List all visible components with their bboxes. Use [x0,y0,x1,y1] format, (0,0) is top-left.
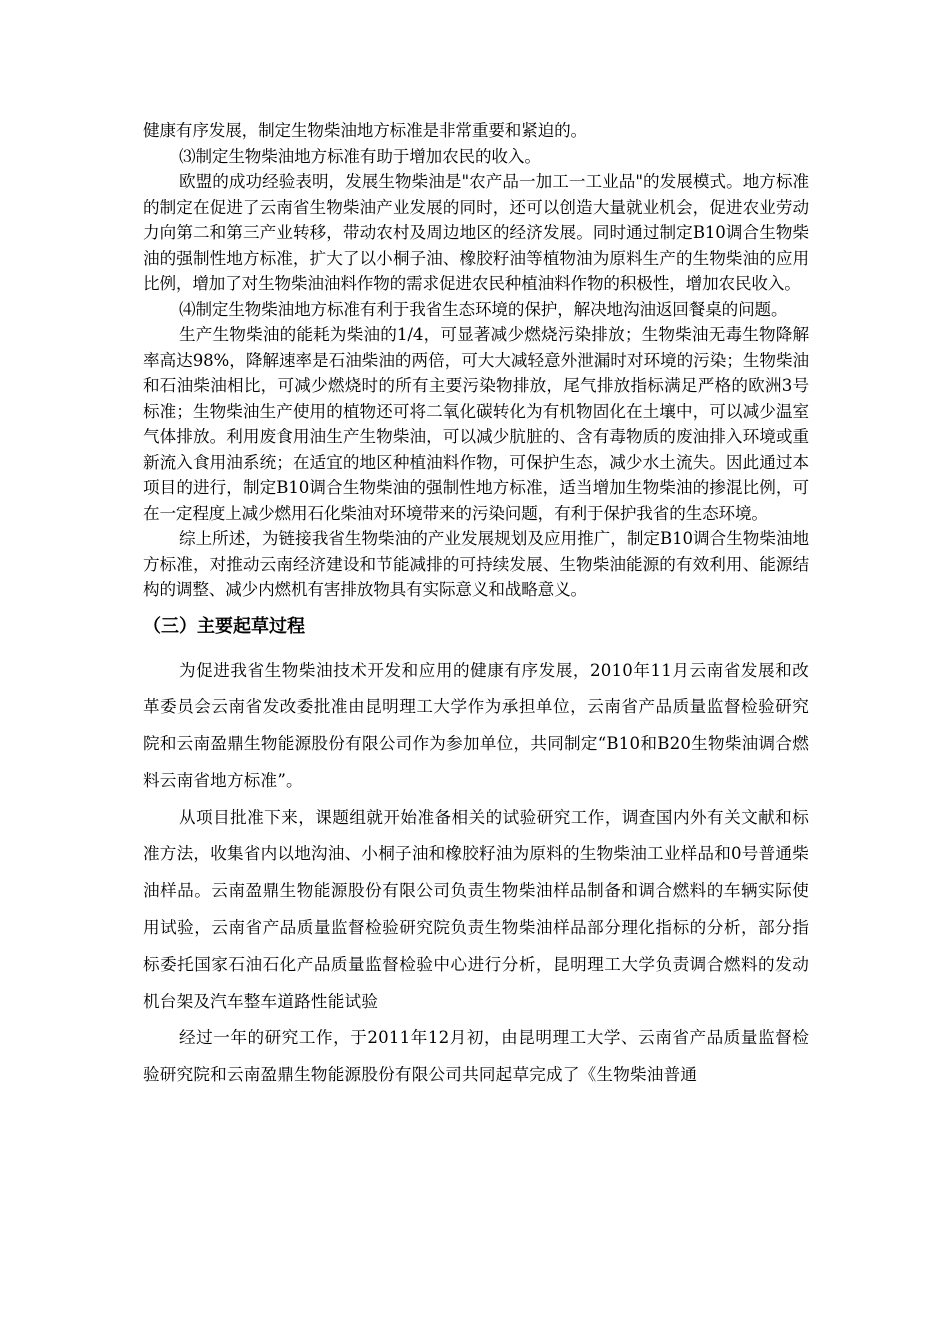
page-content [143,118,809,1094]
section-benefits [143,118,809,603]
paragraph-point-3: ⑶制定生物柴油地方标准有助于增加农民的收入。 [179,146,541,166]
section-heading: （三）主要起草过程 [143,615,305,637]
paragraph-continued: 健康有序发展，制定生物柴油地方标准是非常重要和紧迫的。 [143,121,587,140]
paragraph-point-4: ⑷制定生物柴油地方标准有利于我省生态环境的保护，解决地沟油返回餐桌的问题。 [179,299,788,319]
paragraph-eu-experience: 欧盟的成功经验表明，发展生物柴油是"农产品一加工一工业品"的发展模式。地方标准的制定在促进了云南省生物柴油产业发展的同时，还可以创造大量就业机会，促进农业劳动力向第二和第三产业转移，带动农村及周边地区的经济发展。同时通过制定B10调合生物柴油的强制性地方标准，扩大了以小桐子油、橡胶籽油等植物油为原料生产的生物柴油的应用比例，增加了对生物柴油油料作物的需求促进农民种植油料作物的积极性，增加农民收入。 [143,172,809,293]
paragraph-summary: 综上所述，为链接我省生物柴油的产业发展规划及应用推广，制定B10调合生物柴油地方标准，对推动云南经济建设和节能减排的可持续发展、生物柴油能源的有效利用、能源结构的调整、减少内燃机有害排放物具有实际意义和战略意义。 [143,529,809,599]
section-drafting-process [143,653,809,1095]
paragraph-environment: 生产生物柴油的能耗为柴油的1/4，可显著减少燃烧污染排放；生物柴油无毒生物降解率高达98%，降解速率是石油柴油的两倍，可大大减轻意外泄漏时对环境的污染；生物柴油和石油柴油相比，可减少燃烧时的所有主要污染物排放，尾气排放指标满足严格的欧洲3号标准；生物柴油生产使用的植物还可将二氧化碳转化为有机物固化在土壤中，可以减少温室气体排放。利用废食用油生产生物柴油，可以减少肮脏的、含有毒物质的废油排入环境或重新流入食用油系统；在适宜的地区种植油料作物，可保护生态，减少水土流失。因此通过本项目的进行，制定B10调合生物柴油的强制性地方标准，适当增加生物柴油的掺混比例，可在一定程度上减少燃用石化柴油对环境带来的污染问题，有利于保护我省的生态环境。 [143,325,809,523]
paragraph-research-work: 从项目批准下来，课题组就开始准备相关的试验研究工作，调查国内外有关文献和标准方法，收集省内以地沟油、小桐子油和橡胶籽油为原料的生物柴油工业样品和0号普通柴油样品。云南盈鼎生物能源股份有限公司负责生物柴油样品制备和调合燃料的车辆实际使用试验，云南省产品质量监督检验研究院负责生物柴油样品部分理化指标的分析，部分指标委托国家石油石化产品质量监督检验中心进行分析，昆明理工大学负责调合燃料的发动机台架及汽车整车道路性能试验 [143,807,809,1011]
paragraph-completion: 经过一年的研究工作，于2011年12月初，由昆明理工大学、云南省产品质量监督检验研究院和云南盈鼎生物能源股份有限公司共同起草完成了《生物柴油普通 [143,1028,809,1085]
paragraph-approval: 为促进我省生物柴油技术开发和应用的健康有序发展，2010年11月云南省发展和改革委员会云南省发改委批准由昆明理工大学作为承担单位，云南省产品质量监督检验研究院和云南盈鼎生物能源股份有限公司作为参加单位，共同制定“B10和B20生物柴油调合燃料云南省地方标准”。 [143,660,809,790]
